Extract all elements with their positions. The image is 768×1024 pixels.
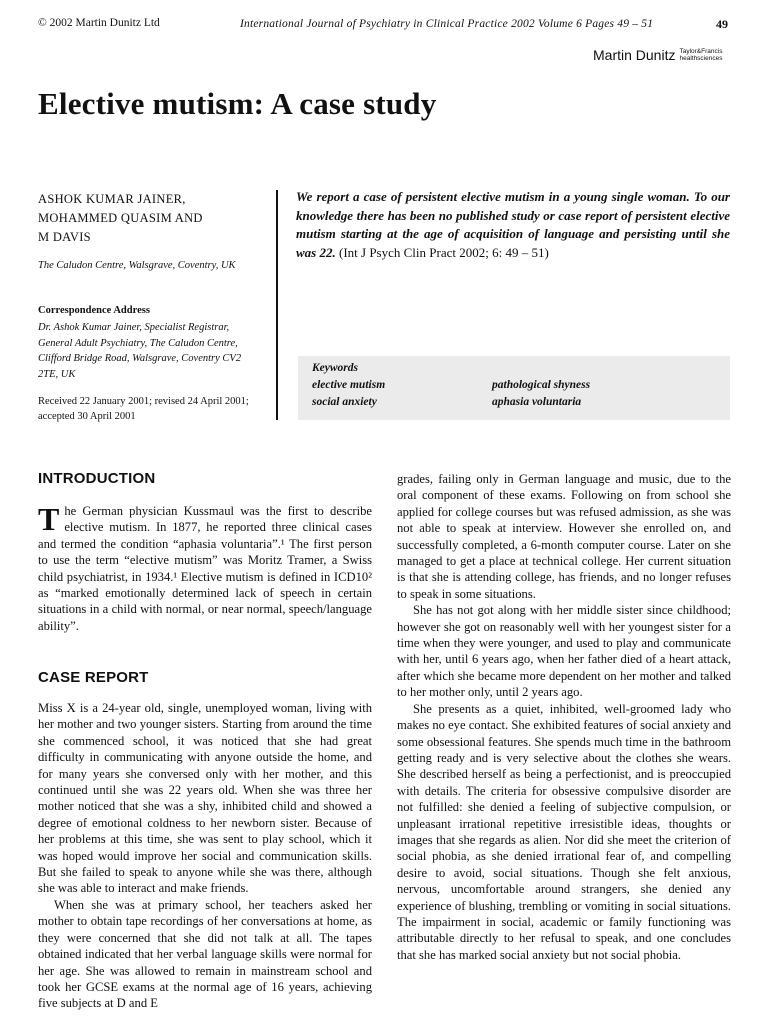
publisher-imprint [679, 48, 722, 62]
case-report-body [38, 700, 372, 1012]
correspondence-address: Dr. Ashok Kumar Jainer, Specialist Registrar, General Adult Psychiatry, The Caludon Centre, Clifford Bridge Road, Walsgrave, Coventry CV2 2TE, UK [38, 322, 242, 380]
abstract-text: We report a case of persistent elective mutism in a young single woman. To our knowledge there has been no published study or case report of persistent elective mutism starting at the age of acquisition of language and persisting until she was 22. [296, 189, 730, 260]
page-number: 49 [716, 17, 728, 31]
section-heading-introduction: INTRODUCTION [38, 470, 156, 487]
author-affiliation: The Caludon Centre, Walsgrave, Coventry, UK [38, 260, 236, 271]
abstract [296, 188, 730, 262]
introduction-text: he German physician Kussmaul was the first to describe elective mutism. In 1877, he reported three clinical cases and termed the condition “aphasia voluntaria”.¹ The first person to use the term “elective mutism” was Moritz Tramer, a Swiss child psychiatrist, in 1934.¹ Elective mutism is defined in ICD10² as “marked emotionally determined lack of speech in certain situations in a child with normal, or near normal, speech/language ability”. [38, 504, 372, 633]
author-name: MOHAMMED QUASIM AND [38, 211, 203, 225]
author-name: M DAVIS [38, 230, 91, 244]
drop-cap: T [38, 501, 60, 537]
author-name: ASHOK KUMAR JAINER, [38, 192, 186, 206]
column-divider [276, 190, 278, 420]
introduction-body [38, 503, 372, 634]
paragraph: Miss X is a 24-year old, single, unemployed woman, living with her mother and two younger sisters. Starting from around the time she commenced school, it was noticed that she had great difficulty in communicating with anyone outside the home, and for many years she conversed only with her mother, and this continued until she was 22 years old. When she was three her mother noticed that she was a shy, inhibited child and showed a degree of emotional coldness to her newborn sister. Because of her problems at this time, she was sent to play school, which it was hoped would improve her social and communication skills. But she failed to speak to anyone while she was there, although she was able to interact and make friends. [38, 701, 372, 896]
publisher-imprint-line1: Taylor&Francis [679, 48, 723, 55]
paragraph: She has not got along with her middle sister since childhood; however she got on reasonably well with her youngest sister for a time when they were younger, and used to play and communicate with her, until 6 years ago, when her father died of a heart attack, after which she became more dependent on her mother and talked to her mother only, until 2 years ago. [397, 603, 731, 700]
paragraph: She presents as a quiet, inhibited, well-groomed lady who makes no eye contact. She exhibited features of social anxiety and some obsessional features. She spends much time in the bathroom getting ready and is very selective about the clothes she wears. She described herself as being a perfectionist, and is preoccupied with details. The criteria for obsessive compulsive disorder are not fulfilled: she denied a feeling of subjective compulsion, or unpleasant irrational repetitive irresistible ideas, thoughts or images that she regards as alien. Nor did she meet the criterion of social phobia, as she denied irrational fear of, and compelling desire to avoid, social situations. Though she felt anxious, nervous, uncomfortable around strangers, she denied any experience of blushing, trembling or vomiting in social situations. The impairment in social, academic or family functioning was attributable directly to her refusal to speak, and one concludes that she has marked social anxiety but not social phobia. [397, 701, 731, 962]
publisher-logo [593, 44, 722, 66]
copyright-notice: © 2002 Martin Dunitz Ltd [38, 17, 160, 29]
keyword: pathological shyness [492, 379, 591, 391]
article-title: Elective mutism: A case study [38, 86, 437, 121]
keyword: aphasia voluntaria [492, 396, 582, 408]
keyword: social anxiety [312, 396, 377, 408]
journal-citation: International Journal of Psychiatry in Clinical Practice 2002 Volume 6 Pages 49 – 51 [240, 18, 654, 30]
author-list [38, 190, 268, 247]
publisher-imprint-line2: healthsciences [679, 55, 723, 62]
section-heading-case-report: CASE REPORT [38, 669, 149, 686]
keyword: elective mutism [312, 379, 386, 391]
correspondence-heading: Correspondence Address [38, 305, 150, 316]
received-dates: Received 22 January 2001; revised 24 April 2001; accepted 30 April 2001 [38, 396, 249, 422]
paragraph: grades, failing only in German language and music, due to the oral component of these exams. Following on from school she applied for college courses but was refused admission, as she was not able to speak at interview. However she enrolled on, and successfully completed, a 6-month computer course. Later on she managed to get a place at technical college. Her current situation is that she is attending college, has friends, and no longer refuses to speak in some situations. [397, 472, 731, 601]
paragraph: When she was at primary school, her teachers asked her mother to obtain tape recordings of her conversations at home, as they were concerned that she did not talk at all. The tapes obtained indicated that her verbal language skills were normal for her age. She was allowed to remain in mainstream school and took her GCSE exams at the normal age of 16 years, achieving five subjects at D and E [38, 897, 372, 1011]
keywords-box [298, 356, 730, 420]
abstract-citation: (Int J Psych Clin Pract 2002; 6: 49 – 51) [338, 244, 549, 260]
publisher-name: Martin Dunitz [593, 47, 676, 63]
right-column-body [397, 471, 731, 963]
keywords-label: Keywords [312, 362, 358, 374]
